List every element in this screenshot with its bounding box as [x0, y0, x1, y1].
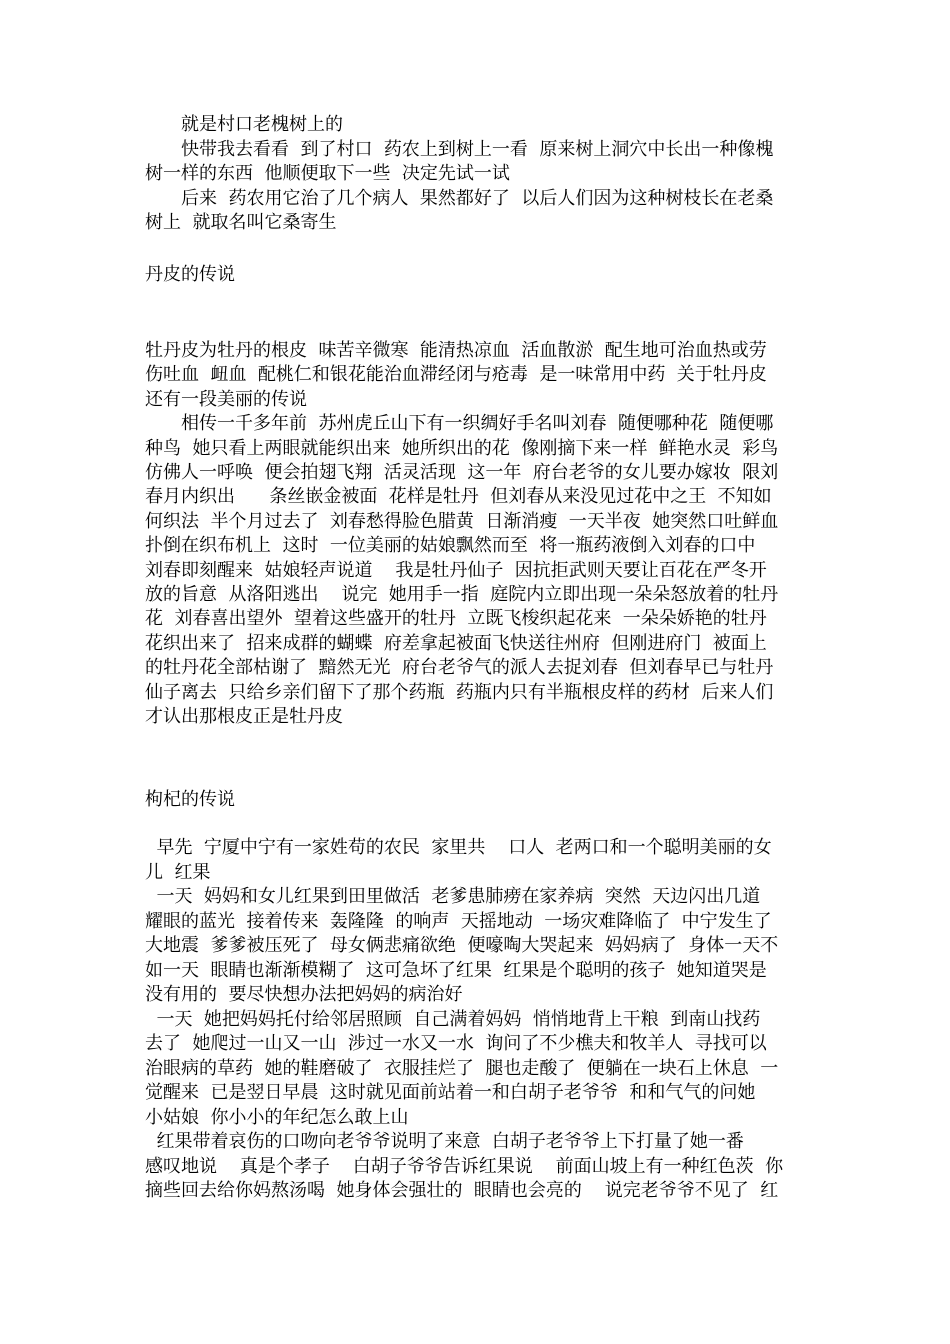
text-line: 花 刘春喜出望外 望着这些盛开的牡丹 立既飞梭织起花来 一朵朵娇艳的牡丹: [145, 608, 767, 630]
text-line: 春月内织出 条丝嵌金被面 花样是牡丹 但刘春从来没见过花中之王 不知如: [145, 486, 772, 508]
text-line: 去了 她爬过一山又一山 涉过一水又一水 询问了不少樵夫和牧羊人 寻找可以: [145, 1033, 767, 1054]
section-title-danpi: 丹皮的传说: [145, 264, 235, 285]
text-line: 才认出那根皮正是牡丹皮: [145, 706, 343, 727]
text-line: 大地震 爹爹被压死了 母女俩悲痛欲绝 便嚎啕大哭起来 妈妈病了 身体一天不: [145, 935, 779, 956]
text-line: 一天 妈妈和女儿红果到田里做活 老爹患肺痨在家养病 突然 天边闪出几道: [145, 886, 761, 907]
text-line: 树一样的东西 他顺便取下一些 决定先试一试: [145, 163, 510, 184]
section-title-gouqi: 枸杞的传说: [145, 789, 235, 810]
text-line: 摘些回去给你妈熬汤喝 她身体会强壮的 眼睛也会亮的 说完老爷爷不见了 红: [145, 1180, 779, 1201]
text-line: 一天 她把妈妈托付给邻居照顾 自己满着妈妈 悄悄地背上干粮 到南山找药: [145, 1008, 761, 1030]
text-line: 早先 宁厦中宁有一家姓苟的农民 家里共 口人 老两口和一个聪明美丽的女: [145, 837, 772, 858]
text-line: 后来 药农用它治了几个病人 果然都好了 以后人们因为这种树枝长在老桑: [145, 187, 774, 209]
text-line: 觉醒来 已是翌日早晨 这时就见面前站着一和白胡子老爷爷 和和气气的问她: [145, 1082, 756, 1103]
text-line: 耀眼的蓝光 接着传来 轰隆隆 的响声 天摇地动 一场灾难降临了 中宁发生了: [145, 910, 772, 932]
text-line: 感叹地说 真是个孝子 白胡子爷爷告诉红果说 前面山坡上有一种红色茨 你: [145, 1155, 784, 1177]
text-line: 伤吐血 衄血 配桃仁和银花能治血滞经闭与疮毒 是一味常用中药 关于牡丹皮: [145, 364, 767, 386]
text-line: 相传一千多年前 苏州虎丘山下有一织绸好手名叫刘春 随便哪种花 随便哪: [145, 413, 774, 435]
text-line: 刘春即刻醒来 姑娘轻声说道 我是牡丹仙子 因抗拒武则天要让百花在严冬开: [145, 559, 767, 581]
text-line: 如一天 眼睛也渐渐模糊了 这可急坏了红果 红果是个聪明的孩子 她知道哭是: [145, 959, 767, 981]
text-line: 树上 就取名叫它桑寄生: [145, 212, 337, 233]
text-line: 红果带着哀伤的口吻向老爷爷说明了来意 白胡子老爷爷上下打量了她一番: [145, 1131, 744, 1152]
text-line: 扑倒在织布机上 这时 一位美丽的姑娘飘然而至 将一瓶药液倒入刘春的口中: [145, 535, 756, 557]
text-line: 小姑娘 你小小的年纪怎么敢上山: [145, 1106, 409, 1128]
text-line: 花织出来了 招来成群的蝴蝶 府差拿起被面飞快送往州府 但刚进府门 被面上: [145, 632, 767, 654]
text-line: 儿 红果: [145, 861, 211, 883]
text-line: 治眼病的草药 她的鞋磨破了 衣服挂烂了 腿也走酸了 便躺在一块石上休息 一: [145, 1057, 779, 1079]
text-line: 牡丹皮为牡丹的根皮 味苦辛微寒 能清热凉血 活血散淤 配生地可治血热或劳: [145, 340, 767, 361]
text-line: 的牡丹花全部枯谢了 黯然无光 府台老爷气的派人去捉刘春 但刘春早已与牡丹: [145, 657, 774, 679]
text-line: 快带我去看看 到了村口 药农上到树上一看 原来树上洞穴中长出一种像槐: [145, 138, 774, 160]
text-line: 仿佛人一呼唤 便会拍翅飞翔 活灵活现 这一年 府台老爷的女儿要办嫁妆 限刘: [145, 462, 779, 483]
text-line: 放的旨意 从洛阳逃出 说完 她用手一指 庭院内立即出现一朵朵怒放着的牡丹: [145, 584, 779, 605]
text-line: 仙子离去 只给乡亲们留下了那个药瓶 药瓶内只有半瓶根皮样的药材 后来人们: [145, 681, 774, 703]
text-line: 没有用的 要尽快想办法把妈妈的病治好: [145, 984, 463, 1005]
text-line: 还有一段美丽的传说: [145, 388, 307, 410]
text-line: 种鸟 她只看上两眼就能织出来 她所织出的花 像刚摘下来一样 鲜艳水灵 彩鸟: [145, 437, 779, 459]
text-line: 就是村口老槐树上的: [145, 114, 343, 135]
text-line: 何织法 半个月过去了 刘春愁得脸色腊黄 日渐消瘦 一天半夜 她突然口吐鲜血: [145, 510, 779, 532]
